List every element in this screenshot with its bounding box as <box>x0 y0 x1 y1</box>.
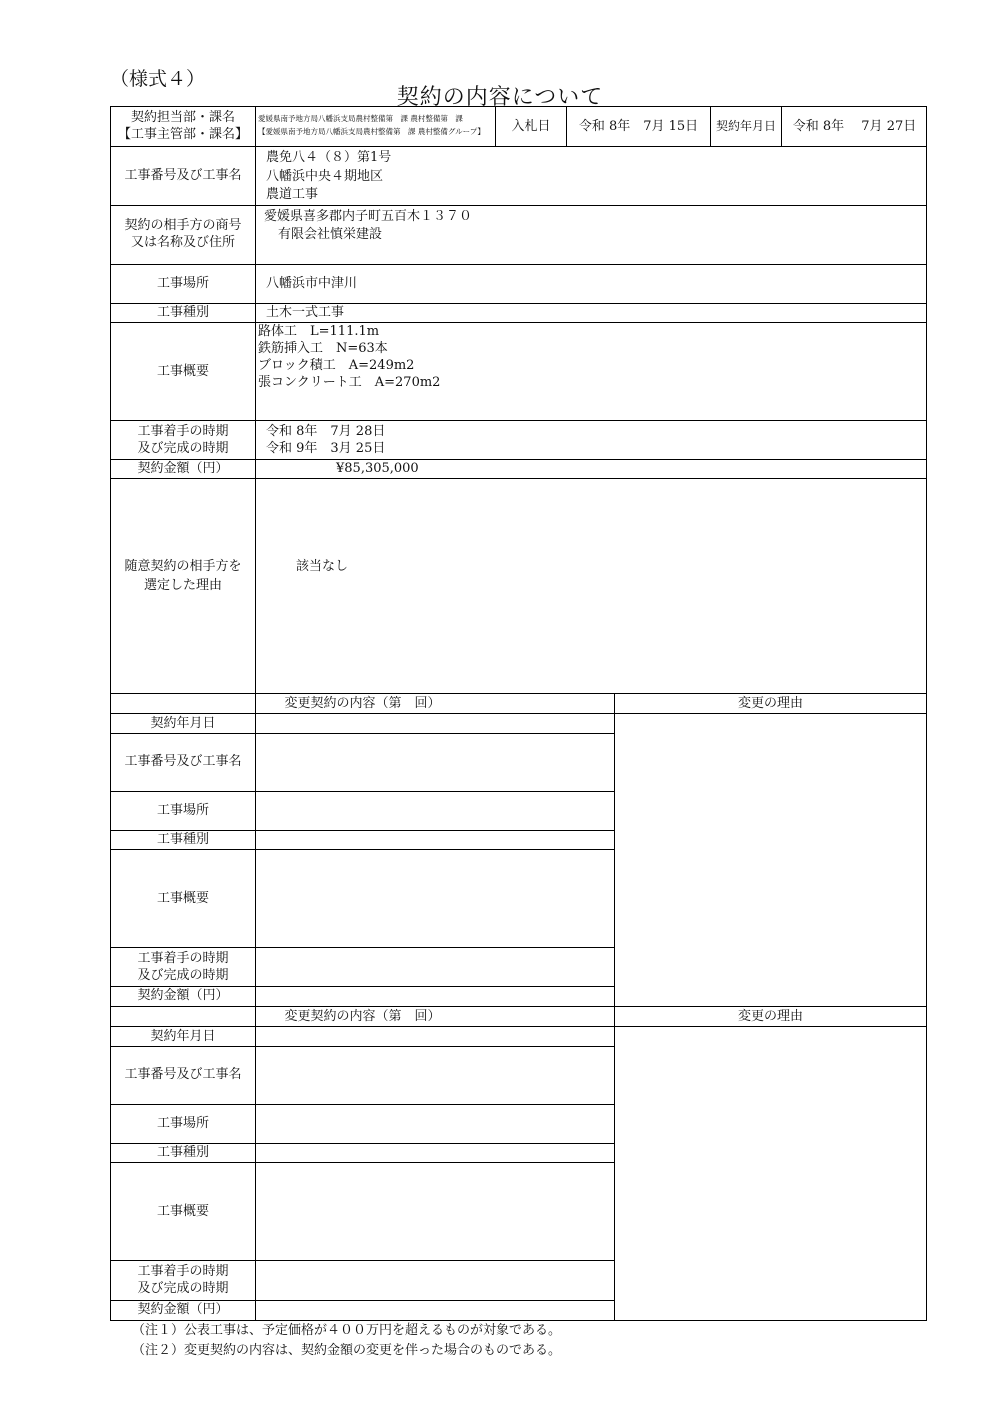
divider <box>110 947 614 948</box>
change-reason-heading: 変更の理由 <box>737 696 803 711</box>
change-period-label-line1: 工事着手の時期 <box>137 1264 229 1279</box>
bid-date-label: 入札日 <box>511 119 551 134</box>
contract-date-value: 令和 8年 7月 27日 <box>792 119 917 134</box>
divider <box>110 1104 614 1105</box>
change-overview-label: 工事概要 <box>156 1204 209 1219</box>
divider <box>110 693 927 694</box>
divider <box>110 1162 614 1163</box>
divider <box>110 420 927 421</box>
change-period-label-line2: 及び完成の時期 <box>137 1281 229 1296</box>
divider <box>110 478 927 479</box>
change-work-no-name-label: 工事番号及び工事名 <box>124 754 242 769</box>
reason-label-line2: 選定した理由 <box>143 578 222 593</box>
partner-label-line2: 又は名称及び住所 <box>130 235 235 250</box>
overview-line: 鉄筋挿入工 N=63本 <box>258 341 388 356</box>
divider <box>110 205 927 206</box>
overview-line: ブロック積工 A=249m2 <box>258 358 415 373</box>
change-reason-divider <box>614 693 615 1321</box>
change-amount-label: 契約金額（円） <box>137 988 229 1003</box>
change-location-label: 工事場所 <box>156 1116 209 1131</box>
dept-value-line1: 愛媛県南予地方局八幡浜支局農村整備第 課 農村整備第 課 <box>258 114 463 123</box>
divider <box>110 733 614 734</box>
divider <box>110 1026 927 1027</box>
dept-label-line2: 【工事主管部・課名】 <box>117 127 248 142</box>
overview-line: 路体工 L=111.1m <box>258 324 380 339</box>
amount-value: ¥85,305,000 <box>336 461 419 476</box>
reason-label-line1: 随意契約の相手方を <box>124 559 242 574</box>
change-type-label: 工事種別 <box>156 1145 209 1160</box>
dept-label-line1: 契約担当部・課名 <box>130 110 235 125</box>
change-work-no-name-label: 工事番号及び工事名 <box>124 1067 242 1082</box>
end-date: 令和 9年 3月 25日 <box>266 441 386 456</box>
location-value: 八幡浜市中津川 <box>266 276 358 291</box>
work-name-line2: 農道工事 <box>266 187 319 202</box>
divider <box>110 1006 927 1007</box>
reason-value: 該当なし <box>296 559 349 574</box>
divider <box>110 791 614 792</box>
work-number: 農免八４（８）第1号 <box>266 150 392 165</box>
page-title: 契約の内容について <box>396 85 604 110</box>
period-label-line1: 工事着手の時期 <box>137 424 229 439</box>
change-period-label-line1: 工事着手の時期 <box>137 951 229 966</box>
overview-label: 工事概要 <box>156 364 209 379</box>
form-number-label: （様式４） <box>110 68 206 90</box>
dept-value-line2: 【愛媛県南予地方局八幡浜支局農村整備第 課 農村整備グループ】 <box>258 127 485 136</box>
divider <box>110 849 614 850</box>
partner-label-line1: 契約の相手方の商号 <box>124 218 242 233</box>
work-no-name-label: 工事番号及び工事名 <box>124 168 242 183</box>
divider <box>110 322 927 323</box>
change-overview-label: 工事概要 <box>156 891 209 906</box>
start-date: 令和 8年 7月 28日 <box>266 424 386 439</box>
location-label: 工事場所 <box>156 276 209 291</box>
overview-line: 張コンクリート工 A=270m2 <box>258 375 441 390</box>
divider <box>110 264 927 265</box>
partner-name: 有限会社慎栄建設 <box>278 227 383 242</box>
divider <box>110 1046 614 1047</box>
change-reason-heading: 変更の理由 <box>737 1009 803 1024</box>
change-amount-label: 契約金額（円） <box>137 1302 229 1317</box>
partner-address: 愛媛県喜多郡内子町五百木１３７０ <box>264 209 473 224</box>
change-contract-date-label: 契約年月日 <box>150 716 216 731</box>
divider <box>110 1260 614 1261</box>
type-label: 工事種別 <box>156 305 209 320</box>
change-period-label-line2: 及び完成の時期 <box>137 968 229 983</box>
bid-date-value: 令和 8年 7月 15日 <box>578 119 699 134</box>
divider <box>110 713 927 714</box>
footnote-1: （注１）公表工事は、予定価格が４００万円を超えるものが対象である。 <box>132 1323 562 1338</box>
change-contract-heading: 変更契約の内容（第 回） <box>284 1009 441 1024</box>
work-name-line1: 八幡浜中央４期地区 <box>266 169 384 184</box>
change-contract-date-label: 契約年月日 <box>150 1029 216 1044</box>
footnote-2: （注２）変更契約の内容は、契約金額の変更を伴った場合のものである。 <box>132 1343 562 1358</box>
change-location-label: 工事場所 <box>156 803 209 818</box>
period-label-line2: 及び完成の時期 <box>137 441 229 456</box>
change-contract-heading: 変更契約の内容（第 回） <box>284 696 441 711</box>
contract-date-label: 契約年月日 <box>715 119 776 133</box>
change-type-label: 工事種別 <box>156 832 209 847</box>
type-value: 土木一式工事 <box>266 305 345 320</box>
amount-label: 契約金額（円） <box>137 461 229 476</box>
divider <box>110 146 927 147</box>
